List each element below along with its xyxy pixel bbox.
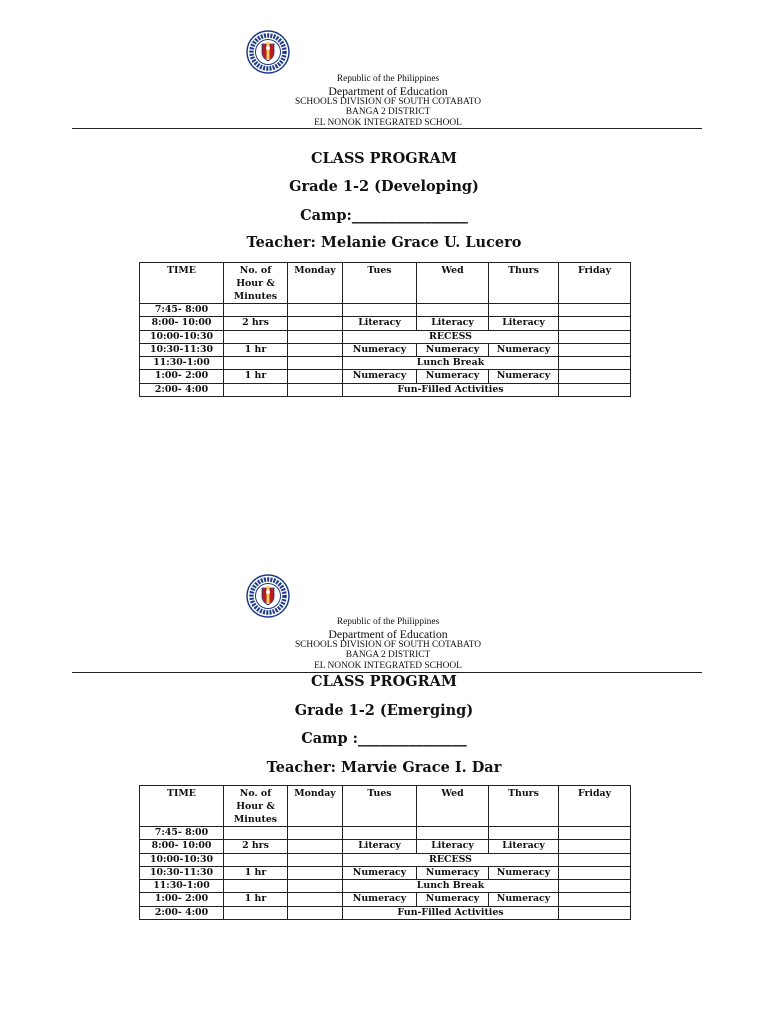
hours-cell xyxy=(224,827,288,840)
recess-cell: RECESS xyxy=(343,853,559,866)
monday-cell xyxy=(288,370,343,383)
column-header-wed: Wed xyxy=(417,263,489,304)
table-row xyxy=(140,357,631,370)
program-title: CLASS PROGRAM xyxy=(311,673,457,690)
thurs-cell: Literacy xyxy=(489,840,559,853)
program-grade: Grade 1-2 (Emerging) xyxy=(294,702,474,719)
tues-cell xyxy=(343,827,417,840)
friday-cell xyxy=(559,893,631,906)
column-header-hours: No. of Hour & Minutes xyxy=(224,786,288,827)
thurs-cell: Numeracy xyxy=(489,866,559,879)
time-cell: 11:30-1:00 xyxy=(140,357,224,370)
table-row xyxy=(140,370,631,383)
friday-cell xyxy=(559,304,631,317)
program-teacher: Teacher: Melanie Grace U. Lucero xyxy=(246,234,522,251)
monday-cell xyxy=(288,304,343,317)
table-row xyxy=(140,893,631,906)
friday-cell xyxy=(559,880,631,893)
letterhead xyxy=(238,617,538,671)
monday-cell xyxy=(288,893,343,906)
column-header-thurs: Thurs xyxy=(489,263,559,304)
hours-cell: 1 hr xyxy=(224,866,288,879)
monday-cell xyxy=(288,853,343,866)
column-header-friday: Friday xyxy=(559,786,631,827)
tues-cell: Literacy xyxy=(343,840,417,853)
time-cell: 7:45- 8:00 xyxy=(140,304,224,317)
table-row xyxy=(140,866,631,879)
lunch-break-cell: Lunch Break xyxy=(343,357,559,370)
monday-cell xyxy=(288,827,343,840)
time-cell: 11:30-1:00 xyxy=(140,880,224,893)
friday-cell xyxy=(559,840,631,853)
wed-cell xyxy=(417,827,489,840)
time-cell: 2:00- 4:00 xyxy=(140,383,224,396)
table-row xyxy=(140,827,631,840)
time-cell: 10:30-11:30 xyxy=(140,866,224,879)
tues-cell: Numeracy xyxy=(343,893,417,906)
thurs-cell xyxy=(489,304,559,317)
letterhead-republic: Republic of the Philippines xyxy=(336,617,440,627)
letterhead xyxy=(238,74,538,128)
column-header-hours: No. of Hour & Minutes xyxy=(224,263,288,304)
wed-cell: Numeracy xyxy=(417,370,489,383)
program-teacher: Teacher: Marvie Grace I. Dar xyxy=(266,759,502,776)
time-cell: 8:00- 10:00 xyxy=(140,840,224,853)
friday-cell xyxy=(559,853,631,866)
tues-cell: Literacy xyxy=(343,317,417,330)
wed-cell: Numeracy xyxy=(417,893,489,906)
monday-cell xyxy=(288,357,343,370)
table-header-row xyxy=(140,263,631,304)
time-cell: 7:45- 8:00 xyxy=(140,827,224,840)
letterhead-district: BANGA 2 DISTRICT xyxy=(345,107,431,118)
fun-activities-cell: Fun-Filled Activities xyxy=(343,906,559,919)
table-row xyxy=(140,383,631,396)
header-divider xyxy=(72,128,702,129)
time-cell: 1:00- 2:00 xyxy=(140,370,224,383)
lunch-break-cell: Lunch Break xyxy=(343,880,559,893)
wed-cell: Literacy xyxy=(417,840,489,853)
hours-cell xyxy=(224,357,288,370)
letterhead-division: SCHOOLS DIVISION OF SOUTH COTABATO xyxy=(294,96,482,107)
column-header-friday: Friday xyxy=(559,263,631,304)
friday-cell xyxy=(559,330,631,343)
tues-cell: Numeracy xyxy=(343,370,417,383)
wed-cell: Numeracy xyxy=(417,343,489,356)
hours-cell xyxy=(224,304,288,317)
schedule-table xyxy=(139,262,631,397)
recess-cell: RECESS xyxy=(343,330,559,343)
table-header-row xyxy=(140,786,631,827)
wed-cell xyxy=(417,304,489,317)
table-row xyxy=(140,343,631,356)
column-header-time: TIME xyxy=(140,263,224,304)
hours-cell xyxy=(224,906,288,919)
hours-cell: 1 hr xyxy=(224,370,288,383)
deped-seal-icon xyxy=(246,574,290,618)
table-row xyxy=(140,880,631,893)
wed-cell: Literacy xyxy=(417,317,489,330)
monday-cell xyxy=(288,906,343,919)
hours-cell xyxy=(224,383,288,396)
schedule-table xyxy=(139,785,631,920)
thurs-cell: Numeracy xyxy=(489,893,559,906)
friday-cell xyxy=(559,357,631,370)
time-cell: 2:00- 4:00 xyxy=(140,906,224,919)
column-header-monday: Monday xyxy=(288,263,343,304)
friday-cell xyxy=(559,370,631,383)
column-header-monday: Monday xyxy=(288,786,343,827)
column-header-thurs: Thurs xyxy=(489,786,559,827)
friday-cell xyxy=(559,383,631,396)
monday-cell xyxy=(288,330,343,343)
thurs-cell: Numeracy xyxy=(489,370,559,383)
table-row xyxy=(140,317,631,330)
wed-cell: Numeracy xyxy=(417,866,489,879)
hours-cell: 1 hr xyxy=(224,893,288,906)
hours-cell: 1 hr xyxy=(224,343,288,356)
time-cell: 10:00-10:30 xyxy=(140,330,224,343)
hours-cell xyxy=(224,853,288,866)
deped-seal-icon xyxy=(246,30,290,74)
thurs-cell: Numeracy xyxy=(489,343,559,356)
monday-cell xyxy=(288,866,343,879)
column-header-time: TIME xyxy=(140,786,224,827)
friday-cell xyxy=(559,343,631,356)
column-header-wed: Wed xyxy=(417,786,489,827)
column-header-tues: Tues xyxy=(343,263,417,304)
letterhead-division: SCHOOLS DIVISION OF SOUTH COTABATO xyxy=(294,639,482,650)
time-cell: 8:00- 10:00 xyxy=(140,317,224,330)
table-row xyxy=(140,304,631,317)
table-row xyxy=(140,840,631,853)
monday-cell xyxy=(288,840,343,853)
monday-cell xyxy=(288,880,343,893)
friday-cell xyxy=(559,827,631,840)
fun-activities-cell: Fun-Filled Activities xyxy=(343,383,559,396)
tues-cell xyxy=(343,304,417,317)
letterhead-department: Department of Education xyxy=(328,83,448,98)
hours-cell: 2 hrs xyxy=(224,840,288,853)
monday-cell xyxy=(288,317,343,330)
program-grade: Grade 1-2 (Developing) xyxy=(289,178,479,195)
hours-cell: 2 hrs xyxy=(224,317,288,330)
monday-cell xyxy=(288,383,343,396)
letterhead-district: BANGA 2 DISTRICT xyxy=(345,650,431,661)
program-title: CLASS PROGRAM xyxy=(311,150,457,167)
friday-cell xyxy=(559,317,631,330)
thurs-cell: Literacy xyxy=(489,317,559,330)
hours-cell xyxy=(224,880,288,893)
tues-cell: Numeracy xyxy=(343,866,417,879)
letterhead-department: Department of Education xyxy=(328,626,448,641)
table-row xyxy=(140,906,631,919)
table-row xyxy=(140,853,631,866)
friday-cell xyxy=(559,866,631,879)
letterhead-school: EL NONOK INTEGRATED SCHOOL xyxy=(314,660,462,671)
letterhead-republic: Republic of the Philippines xyxy=(336,74,440,84)
hours-cell xyxy=(224,330,288,343)
program-camp: Camp:________________ xyxy=(300,207,468,224)
letterhead-school: EL NONOK INTEGRATED SCHOOL xyxy=(314,117,462,128)
time-cell: 1:00- 2:00 xyxy=(140,893,224,906)
program-camp: Camp :_______________ xyxy=(301,730,467,747)
time-cell: 10:30-11:30 xyxy=(140,343,224,356)
friday-cell xyxy=(559,906,631,919)
thurs-cell xyxy=(489,827,559,840)
column-header-tues: Tues xyxy=(343,786,417,827)
tues-cell: Numeracy xyxy=(343,343,417,356)
monday-cell xyxy=(288,343,343,356)
table-row xyxy=(140,330,631,343)
time-cell: 10:00-10:30 xyxy=(140,853,224,866)
